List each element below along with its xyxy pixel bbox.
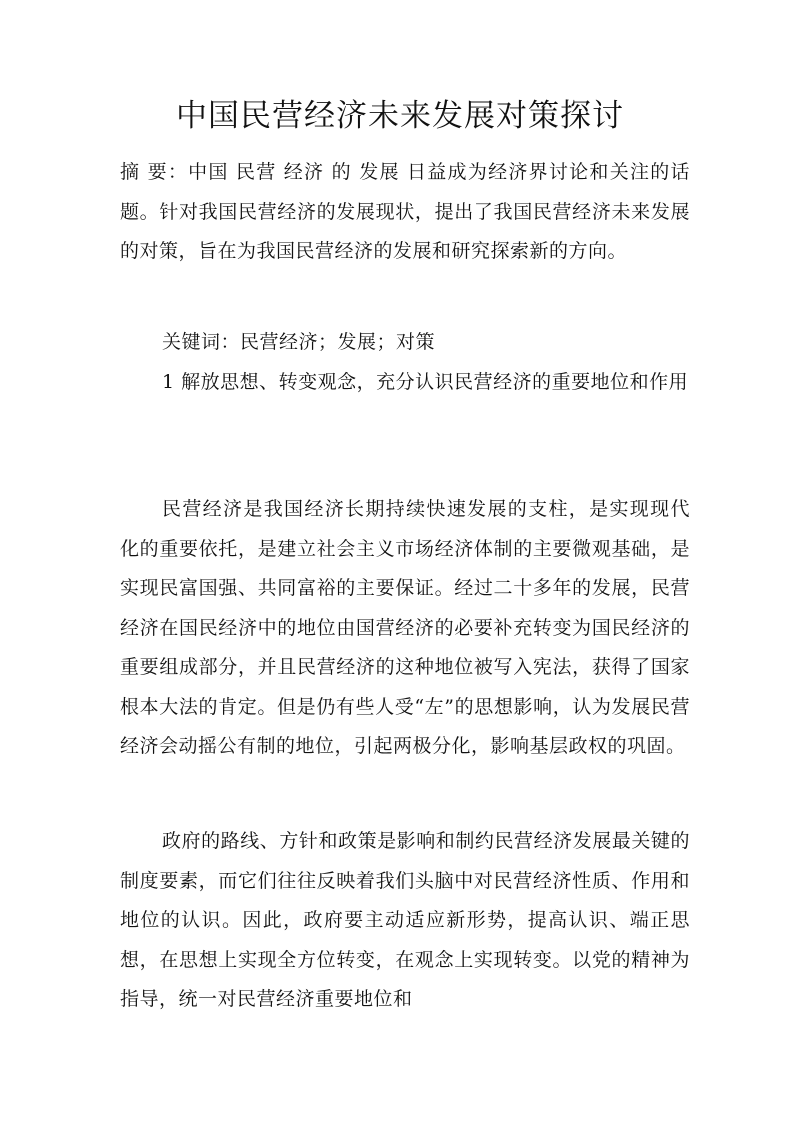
document-title: 中国民营经济未来发展对策探讨 bbox=[176, 98, 624, 134]
keywords-line: 关键词：民营经济；发展；对策 bbox=[162, 331, 436, 353]
abstract-paragraph: 摘 要：中国 民营 经济 的 发展 日益成为经济界讨论和关注的话题。针对我国民营经济的发展现状，提出了我国民营经济未来发展的对策，旨在为我国民营经济的发展和研究探索新的方向。 bbox=[120, 161, 690, 262]
section-heading-1: 1 解放思想、转变观念，充分认识民营经济的重要地位和作用 bbox=[162, 371, 689, 393]
body-paragraph: 民营经济是我国经济长期持续快速发展的支柱，是实现现代 化的重要依托，是建立社会主义市场经济体制的主要微观基础，是实现民富国强、共同富裕的主要保证。经过二十多年的发展，民营经济在国民经济中的地位由国营经济的必要补充转变为国民经济的重要组成部分，并且民营经济的这种地位被写入宪法，获得了国家根本大法的肯定。但是仍有些人受“左”的思想影响，认为发展民营经济会动摇公有制的地位，引起两极分化，影响基层政权的巩固。 bbox=[120, 498, 690, 757]
body-paragraph: 政府的路线、方针和政策是影响和制约民营经济发展最关键的制度要素，而它们往往反映着我们头脑中对民营经济性质、作用和地位的认识。因此，政府要主动适应新形势，提高认识、端正思想，在思想上实现全方位转变，在观念上实现转变。以党的精神为指导，统一对民营经济重要地位和 bbox=[120, 830, 690, 1010]
